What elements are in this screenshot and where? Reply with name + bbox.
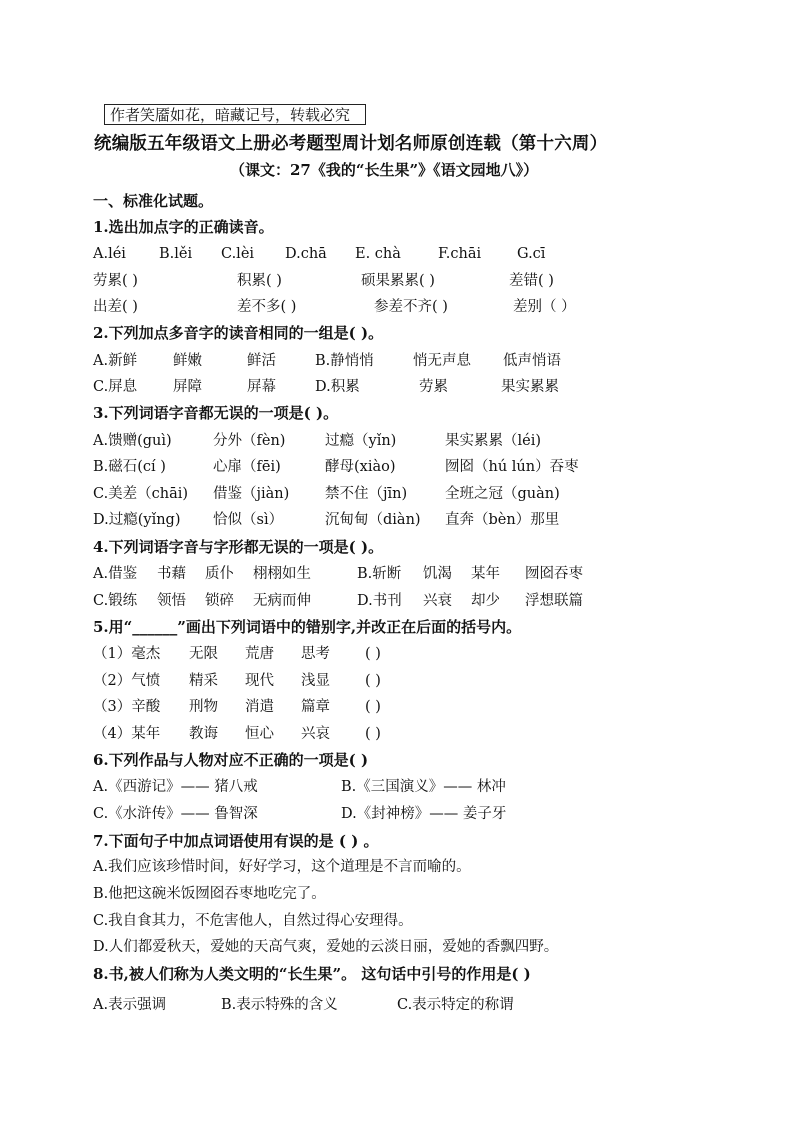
answer-blank: ( )	[365, 646, 381, 662]
choice-word: 全班之冠（guàn)	[445, 486, 560, 502]
choice-word: B.斩断	[357, 566, 402, 582]
question-5-stem: 5.用“______”画出下列词语中的错别字,并改正在后面的括号内。	[93, 618, 522, 636]
question-2-row	[93, 377, 693, 397]
question-7-option: B.他把这碗米饭囫囵吞枣地吃完了。	[93, 886, 326, 902]
choice-word: 借鉴（jiàn)	[213, 486, 290, 502]
question-4-row	[93, 564, 693, 584]
blank-item: 差不多( )	[237, 299, 297, 315]
question-6-stem: 6.下列作品与人物对应不正确的一项是( )	[93, 751, 369, 769]
question-7-option: D.人们都爱秋天，爱她的天高气爽，爱她的云淡日丽，爱她的香飘四野。	[93, 939, 559, 955]
choice-word: 过瘾（yǐn)	[325, 433, 397, 449]
choice-word: 兴衰	[423, 593, 452, 609]
choice-word: （1）毫杰	[93, 646, 161, 662]
blank-item: 差错( )	[509, 273, 554, 289]
question-1-options	[93, 244, 693, 264]
choice-word: 沉甸甸（diàn)	[325, 512, 421, 528]
watermark-box: 作者笑靥如花，暗藏记号，转载必究	[104, 104, 366, 125]
blank-item: 差别（ ）	[513, 299, 576, 315]
question-8-stem: 8.书,被人们称为人类文明的“长生果”。 这句话中引号的作用是( )	[93, 965, 531, 983]
question-1-row	[93, 271, 693, 291]
choice-word: 领悟	[157, 593, 186, 609]
choice-word: 某年	[471, 566, 500, 582]
question-3-row	[93, 510, 693, 530]
page-subtitle: （课文：27《我的“长生果”》《语文园地八》）	[230, 161, 539, 179]
choice-word: 劳累	[419, 379, 448, 395]
question-6-row	[93, 777, 693, 797]
choice-word: A.借鉴	[93, 566, 138, 582]
question-3-row	[93, 457, 693, 477]
choice-word: C.屏息	[93, 379, 138, 395]
choice-word: 直奔（bèn）那里	[445, 512, 560, 528]
question-4-stem: 4.下列词语字音与字形都无误的一项是( )。	[93, 538, 384, 556]
choice-word: D.积累	[315, 379, 360, 395]
choice-word: 果实累累（léi)	[445, 433, 542, 449]
option: C.lèi	[221, 246, 255, 262]
choice-word: 篇章	[301, 699, 330, 715]
question-3-row	[93, 484, 693, 504]
choice-word: 低声悄语	[503, 353, 561, 369]
question-6-row	[93, 804, 693, 824]
choice-word: 锁碎	[205, 593, 234, 609]
blank-item: 劳累( )	[93, 273, 138, 289]
answer-blank: ( )	[365, 699, 381, 715]
option: A.表示强调	[93, 997, 167, 1013]
choice-word: 无病而伸	[253, 593, 311, 609]
choice-word: A.《西游记》—— 猪八戒	[93, 779, 258, 795]
question-5-row	[93, 697, 693, 717]
answer-blank: ( )	[365, 673, 381, 689]
choice-word: 饥渴	[423, 566, 452, 582]
choice-word: B.磁石(cí )	[93, 459, 166, 475]
choice-word: 屏障	[173, 379, 202, 395]
question-3-stem: 3.下列词语字音都无误的一项是( )。	[93, 404, 339, 422]
question-7-stem: 7.下面句子中加点词语使用有误的是 ( ) 。	[93, 832, 379, 850]
question-4-row	[93, 591, 693, 611]
option: E. chà	[355, 246, 401, 262]
choice-word: 浅显	[301, 673, 330, 689]
option: A.léi	[93, 246, 126, 262]
choice-word: 囫囵吞枣	[525, 566, 583, 582]
choice-word: 心扉（fēi)	[213, 459, 281, 475]
question-3-row	[93, 431, 693, 451]
option: G.cī	[517, 246, 546, 262]
question-7-option: C.我自食其力，不危害他人，自然过得心安理得。	[93, 913, 413, 929]
choice-word: 鲜活	[247, 353, 276, 369]
choice-word: 思考	[301, 646, 330, 662]
choice-word: A.新鲜	[93, 353, 138, 369]
choice-word: B.《三国演义》—— 林冲	[341, 779, 506, 795]
option: C.表示特定的称谓	[397, 997, 514, 1013]
choice-word: C.《水浒传》—— 鲁智深	[93, 806, 258, 822]
blank-item: 参差不齐( )	[374, 299, 448, 315]
answer-blank: ( )	[365, 726, 381, 742]
blank-item: 积累( )	[237, 273, 282, 289]
question-1-stem: 1.选出加点字的正确读音。	[93, 218, 274, 236]
choice-word: （2）气愤	[93, 673, 161, 689]
question-5-row	[93, 671, 693, 691]
choice-word: 无限	[189, 646, 218, 662]
choice-word: 恒心	[245, 726, 274, 742]
question-1-row	[93, 297, 693, 317]
choice-word: 悄无声息	[413, 353, 471, 369]
choice-word: （4）某年	[93, 726, 161, 742]
choice-word: 恰似（sì）	[213, 512, 284, 528]
blank-item: 出差( )	[93, 299, 138, 315]
choice-word: 荒唐	[245, 646, 274, 662]
option: D.chā	[285, 246, 327, 262]
choice-word: 兴哀	[301, 726, 330, 742]
choice-word: A.馈赠(guì)	[93, 433, 172, 449]
choice-word: B.静悄悄	[315, 353, 374, 369]
choice-word: C.锻练	[93, 593, 138, 609]
choice-word: C.美差（chāi)	[93, 486, 189, 502]
section-heading: 一、标准化试题。	[93, 192, 214, 210]
option: B.lěi	[159, 246, 193, 262]
question-7-option: A.我们应该珍惜时间，好好学习，这个道理是不言而喻的。	[93, 859, 471, 875]
choice-word: D.书刊	[357, 593, 402, 609]
question-2-row	[93, 351, 693, 371]
choice-word: 刑物	[189, 699, 218, 715]
choice-word: 浮想联篇	[525, 593, 583, 609]
choice-word: 栩栩如生	[253, 566, 311, 582]
choice-word: 精采	[189, 673, 218, 689]
question-5-row	[93, 644, 693, 664]
choice-word: 果实累累	[501, 379, 559, 395]
question-8-options	[93, 995, 693, 1015]
question-5-row	[93, 724, 693, 744]
choice-word: 质仆	[205, 566, 234, 582]
choice-word: 分外（fèn)	[213, 433, 286, 449]
choice-word: 囫囵（hú lún）吞枣	[445, 459, 579, 475]
option: B.表示特殊的含义	[221, 997, 338, 1013]
choice-word: 屏幕	[247, 379, 276, 395]
choice-word: 禁不住（jīn)	[325, 486, 408, 502]
choice-word: 酵母(xiào)	[325, 459, 396, 475]
choice-word: 教诲	[189, 726, 218, 742]
option: F.chāi	[438, 246, 482, 262]
page-title: 统编版五年级语文上册必考题型周计划名师原创连载（第十六周）	[94, 134, 608, 154]
blank-item: 硕果累累( )	[361, 273, 435, 289]
choice-word: 现代	[245, 673, 274, 689]
choice-word: D.过瘾(yǐng)	[93, 512, 181, 528]
choice-word: 书藉	[157, 566, 186, 582]
question-2-stem: 2.下列加点多音字的读音相同的一组是( )。	[93, 324, 384, 342]
choice-word: 鲜嫩	[173, 353, 202, 369]
choice-word: D.《封神榜》—— 姜子牙	[341, 806, 507, 822]
choice-word: 却少	[471, 593, 500, 609]
choice-word: 消遣	[245, 699, 274, 715]
choice-word: （3）辛酸	[93, 699, 161, 715]
